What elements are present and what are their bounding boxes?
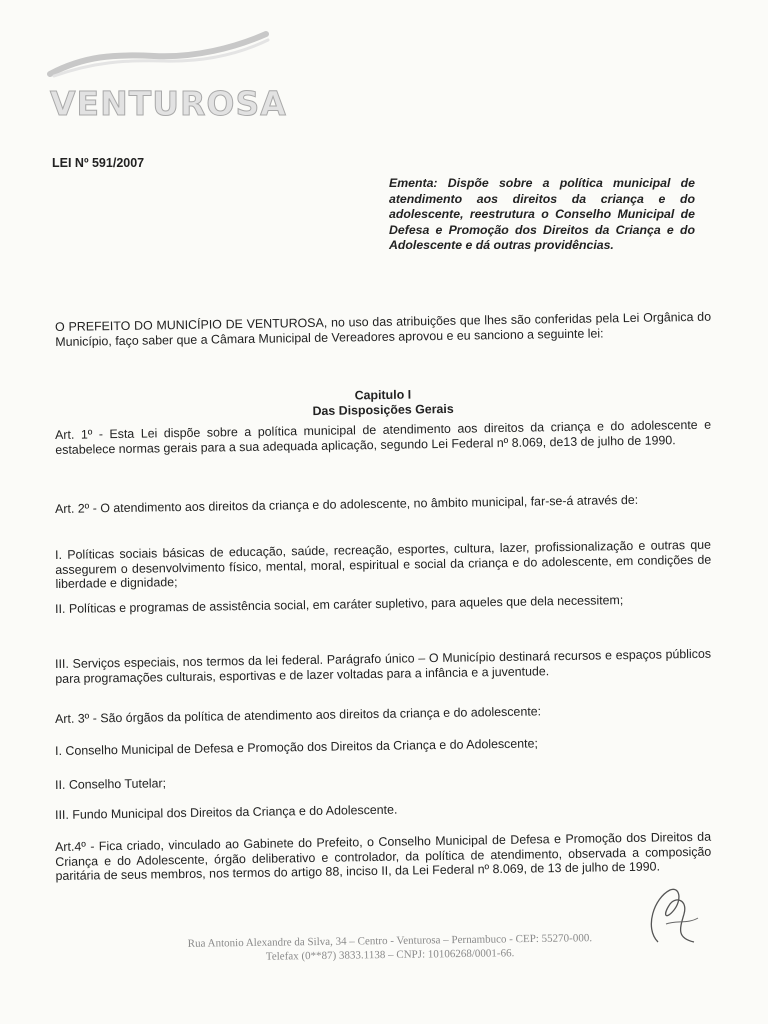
article-4: Art.4º - Fica criado, vinculado ao Gabinete do Prefeito, o Conselho Municipal de Defesa e Promoção dos Direitos da Criança e do Adolescente, órgão deliberativo e controlador, da política de atendimento, observada a composição paritária de seus membros, nos termos do artigo 88, inciso II, da Lei Federal nº 8.069, de 13 de julho de 1990. [55,829,712,884]
article-3: Art. 3º - São órgãos da política de atendimento aos direitos da criança e do adolescente: [55,704,542,726]
article-2-item-2: II. Políticas e programas de assistência social, em caráter supletivo, para aqueles que dela necessitem; [55,593,624,616]
law-number: LEI Nº 591/2007 [52,156,145,170]
article-1: Art. 1º - Esta Lei dispõe sobre a política municipal de atendimento aos direitos da criança e do adolescente e estabelece normas gerais para a sua adequada aplicação, segundo Lei Federal nº 8.069, de13 de julho de 1990. [55,417,712,457]
chapter-heading [55,383,711,422]
article-3-item-2: II. Conselho Tutelar; [55,776,167,792]
logo-swoosh-icon [44,26,284,86]
preamble: O PREFEITO DO MUNICÍPIO DE VENTUROSA, no uso das atribuições que lhes são conferidas pela Lei Orgânica do Município, faço saber que a Câmara Municipal de Vereadores aprovou e eu sanciono a seguinte lei: [55,309,712,349]
footer-address: Rua Antonio Alexandre da Silva, 34 – Centro - Venturosa – Pernambuco - CEP: 55270-000. [187,932,593,950]
article-2: Art. 2º - O atendimento aos direitos da criança e do adolescente, no âmbito municipal, far-se-á através de: [55,492,639,516]
venturosa-logo [44,26,287,126]
logo-text: VENTUROSA [50,84,287,123]
article-2-item-1: I. Políticas sociais básicas de educação, saúde, recreação, esportes, cultura, lazer, profissionalização e outras que assegurem o desenvolvimento físico, mental, moral, espiritual e social da criança e do adolescente, em condições de liberdade e dignidade; [55,537,712,592]
chapter-title: Capitulo I [354,387,412,403]
footer [100,930,680,966]
footer-contact: Telefax (0**87) 3833.1138 – CNPJ: 10106268/0001-66. [265,947,515,963]
article-2-item-3: III. Serviços especiais, nos termos da lei federal. Parágrafo único – O Município destinará recursos e espaços públicos para programações culturais, esportivas e de lazer voltadas para a infância e a juventude. [55,646,712,686]
article-3-item-1: I. Conselho Municipal de Defesa e Promoção dos Direitos da Criança e do Adolescente; [55,736,538,758]
ementa: Ementa: Dispõe sobre a política municipal de atendimento aos direitos da criança e do adolescente, reestrutura o Conselho Municipal de Defesa e Promoção dos Direitos da Criança e do Adolescente e dá outras providências. [389,176,695,253]
article-3-item-3: III. Fundo Municipal dos Direitos da Criança e do Adolescente. [55,802,398,822]
chapter-subtitle: Das Disposições Gerais [312,401,454,418]
